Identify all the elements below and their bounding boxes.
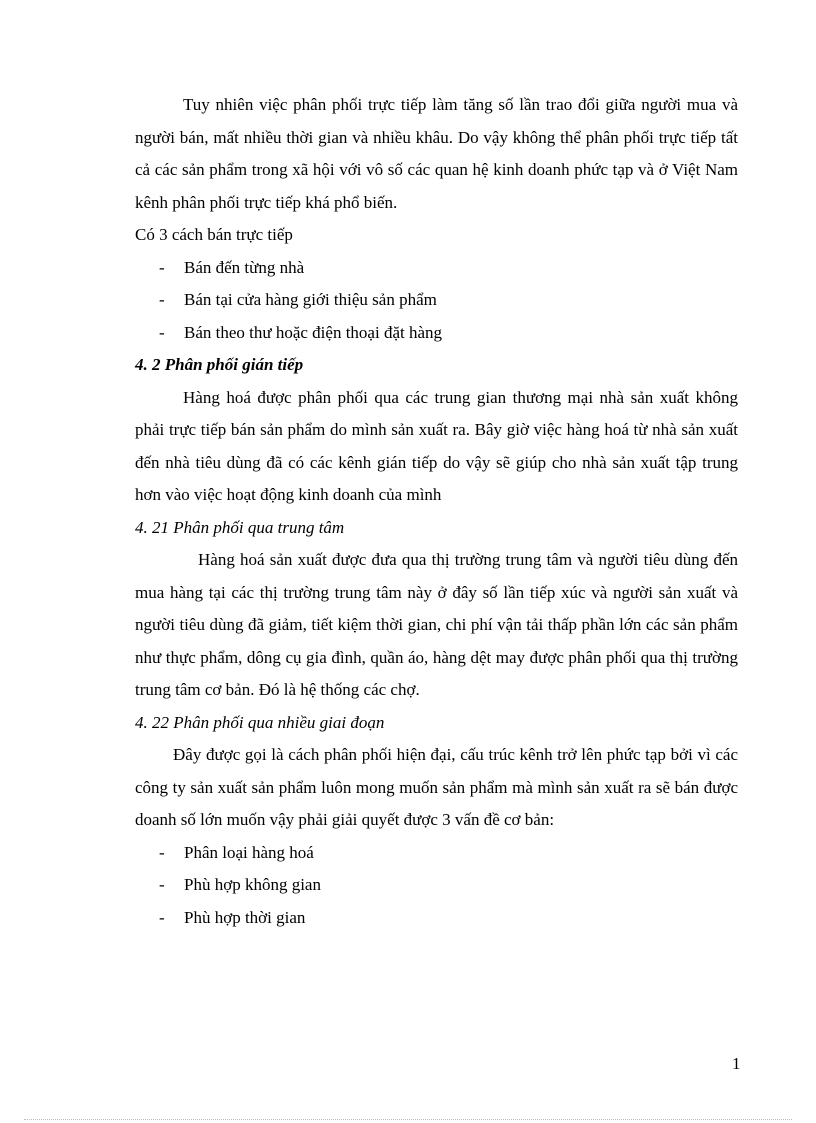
list-item-text: Bán theo thư hoặc điện thoại đặt hàng (184, 322, 443, 342)
list-marker: - (159, 290, 165, 309)
paragraph-central-market: Hàng hoá sản xuất được đưa qua thị trường trung tâm và người tiêu dùng đến mua hàng tại các thị trường trung tâm này ở đây số lần tiếp xúc và người sản xuất và người tiêu dùng đã giảm, tiết kiệm thời gian, chi phí vận tải thấp phần lớn các sản phẩm như thực phẩm, dông cụ gia đình, quần áo, hàng dệt may được phân phối qua thị trường trung tâm cơ bản. Đó là hệ thống các chợ. (135, 550, 738, 699)
list-marker: - (159, 257, 165, 277)
list-item (135, 902, 738, 935)
list-marker: - (159, 875, 165, 894)
list-item (135, 252, 738, 285)
list-marker: - (159, 842, 165, 862)
list-item-text: Bán đến từng nhà (184, 257, 305, 277)
paragraph-direct-distribution-drawbacks: Tuy nhiên việc phân phối trực tiếp làm tăng số lần trao đổi giữa người mua và người bán, mất nhiều thời gian và nhiều khâu. Do vậy không thể phân phối trực tiếp tất cả các sản phẩm trong xã hội với vô số các quan hệ kinh doanh phức tạp và ở Việt Nam kênh phân phối trực tiếp khá phổ biến. (135, 95, 738, 212)
list-marker: - (159, 322, 165, 342)
paragraph-multi-stage: Đây được gọi là cách phân phối hiện đại, cấu trúc kênh trở lên phức tạp bởi vì các công ty sản xuất sản phẩm luôn mong muốn sản phẩm mà mình sản xuất ra sẽ bán được doanh số lớn muốn vậy phải giải quyết được 3 vấn đề cơ bản: (135, 745, 738, 829)
paragraph-three-direct-methods: Có 3 cách bán trực tiếp (135, 225, 293, 244)
list-item (135, 317, 738, 350)
page-content (135, 89, 738, 934)
section-heading-4-2: 4. 2 Phân phối gián tiếp (135, 355, 304, 374)
list-marker: - (159, 907, 165, 927)
direct-sales-methods-list (135, 252, 738, 350)
list-item-text: Phù hợp không gian (184, 875, 321, 894)
list-item-text: Phù hợp thời gian (184, 907, 306, 927)
list-item-text: Bán tại cửa hàng giới thiệu sản phẩm (184, 290, 437, 309)
list-item (135, 837, 738, 870)
subsection-heading-4-21: 4. 21 Phân phối qua trung tâm (135, 517, 345, 537)
list-item (135, 284, 738, 317)
subsection-heading-4-22: 4. 22 Phân phối qua nhiều giai đoạn (135, 712, 385, 732)
page-bottom-divider (24, 1119, 792, 1120)
basic-problems-list (135, 837, 738, 935)
page-number: 1 (732, 1054, 741, 1073)
list-item-text: Phân loại hàng hoá (184, 842, 314, 862)
list-item (135, 869, 738, 902)
paragraph-indirect-distribution: Hàng hoá được phân phối qua các trung gian thương mại nhà sản xuất không phải trực tiếp bán sản phẩm do mình sản xuất ra. Bây giờ việc hàng hoá từ nhà sản xuất đến nhà tiêu dùng đã có các kênh gián tiếp do vậy sẽ giúp cho nhà sản xuất tập trung hơn vào việc hoạt động kinh doanh của mình (135, 387, 738, 504)
